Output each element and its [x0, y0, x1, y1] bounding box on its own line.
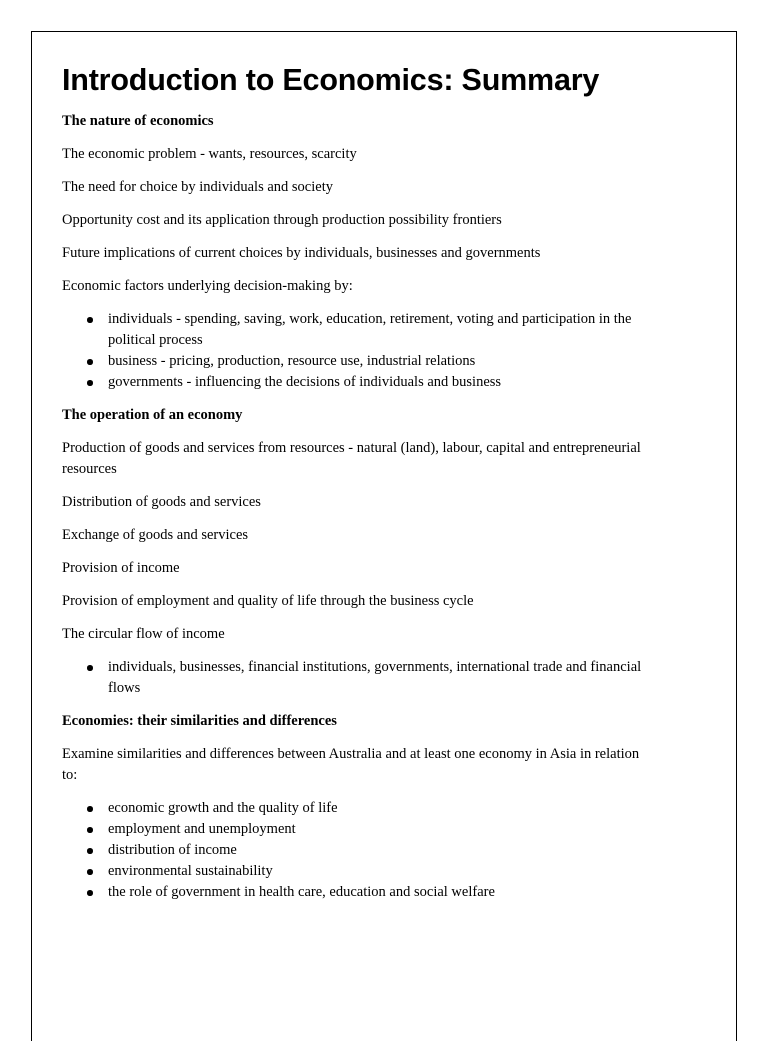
page-title: Introduction to Economics: Summary: [62, 63, 600, 97]
list-item: governments - influencing the decisions of individuals and business: [108, 372, 652, 393]
paragraph: Examine similarities and differences between Australia and at least one economy in Asia in relation to:: [62, 746, 640, 783]
list-item: environmental sustainability: [108, 861, 652, 882]
section-heading: The nature of economics: [62, 113, 214, 129]
paragraph: Provision of income: [62, 560, 180, 576]
section-heading: Economies: their similarities and differences: [62, 713, 337, 729]
paragraph: The circular flow of income: [62, 626, 225, 642]
paragraph: Economic factors underlying decision-making by:: [62, 278, 353, 294]
list-item: individuals - spending, saving, work, education, retirement, voting and participation in the political process: [108, 309, 652, 351]
list-item: business - pricing, production, resource use, industrial relations: [108, 351, 652, 372]
document-content: [62, 62, 652, 915]
section-operation-of-economy: [62, 405, 652, 699]
list-item: the role of government in health care, education and social welfare: [108, 882, 652, 903]
paragraph: The need for choice by individuals and society: [62, 179, 333, 195]
section-economies-similarities: [62, 711, 652, 903]
list-item: employment and unemployment: [108, 819, 652, 840]
bullet-list: [62, 798, 652, 903]
paragraph: Distribution of goods and services: [62, 494, 261, 510]
paragraph: Opportunity cost and its application through production possibility frontiers: [62, 212, 502, 228]
section-heading: The operation of an economy: [62, 407, 243, 423]
paragraph: Provision of employment and quality of life through the business cycle: [62, 593, 474, 609]
list-item: distribution of income: [108, 840, 652, 861]
list-item: economic growth and the quality of life: [108, 798, 652, 819]
paragraph: The economic problem - wants, resources, scarcity: [62, 146, 357, 162]
paragraph: Future implications of current choices by individuals, businesses and governments: [62, 245, 541, 261]
paragraph: Exchange of goods and services: [62, 527, 249, 543]
bullet-list: [62, 309, 652, 393]
section-nature-of-economics: [62, 111, 652, 393]
list-item: individuals, businesses, financial institutions, governments, international trade and financial flows: [108, 657, 652, 699]
bullet-list: [62, 657, 652, 699]
paragraph: Production of goods and services from resources - natural (land), labour, capital and entrepreneurial resources: [62, 440, 641, 477]
